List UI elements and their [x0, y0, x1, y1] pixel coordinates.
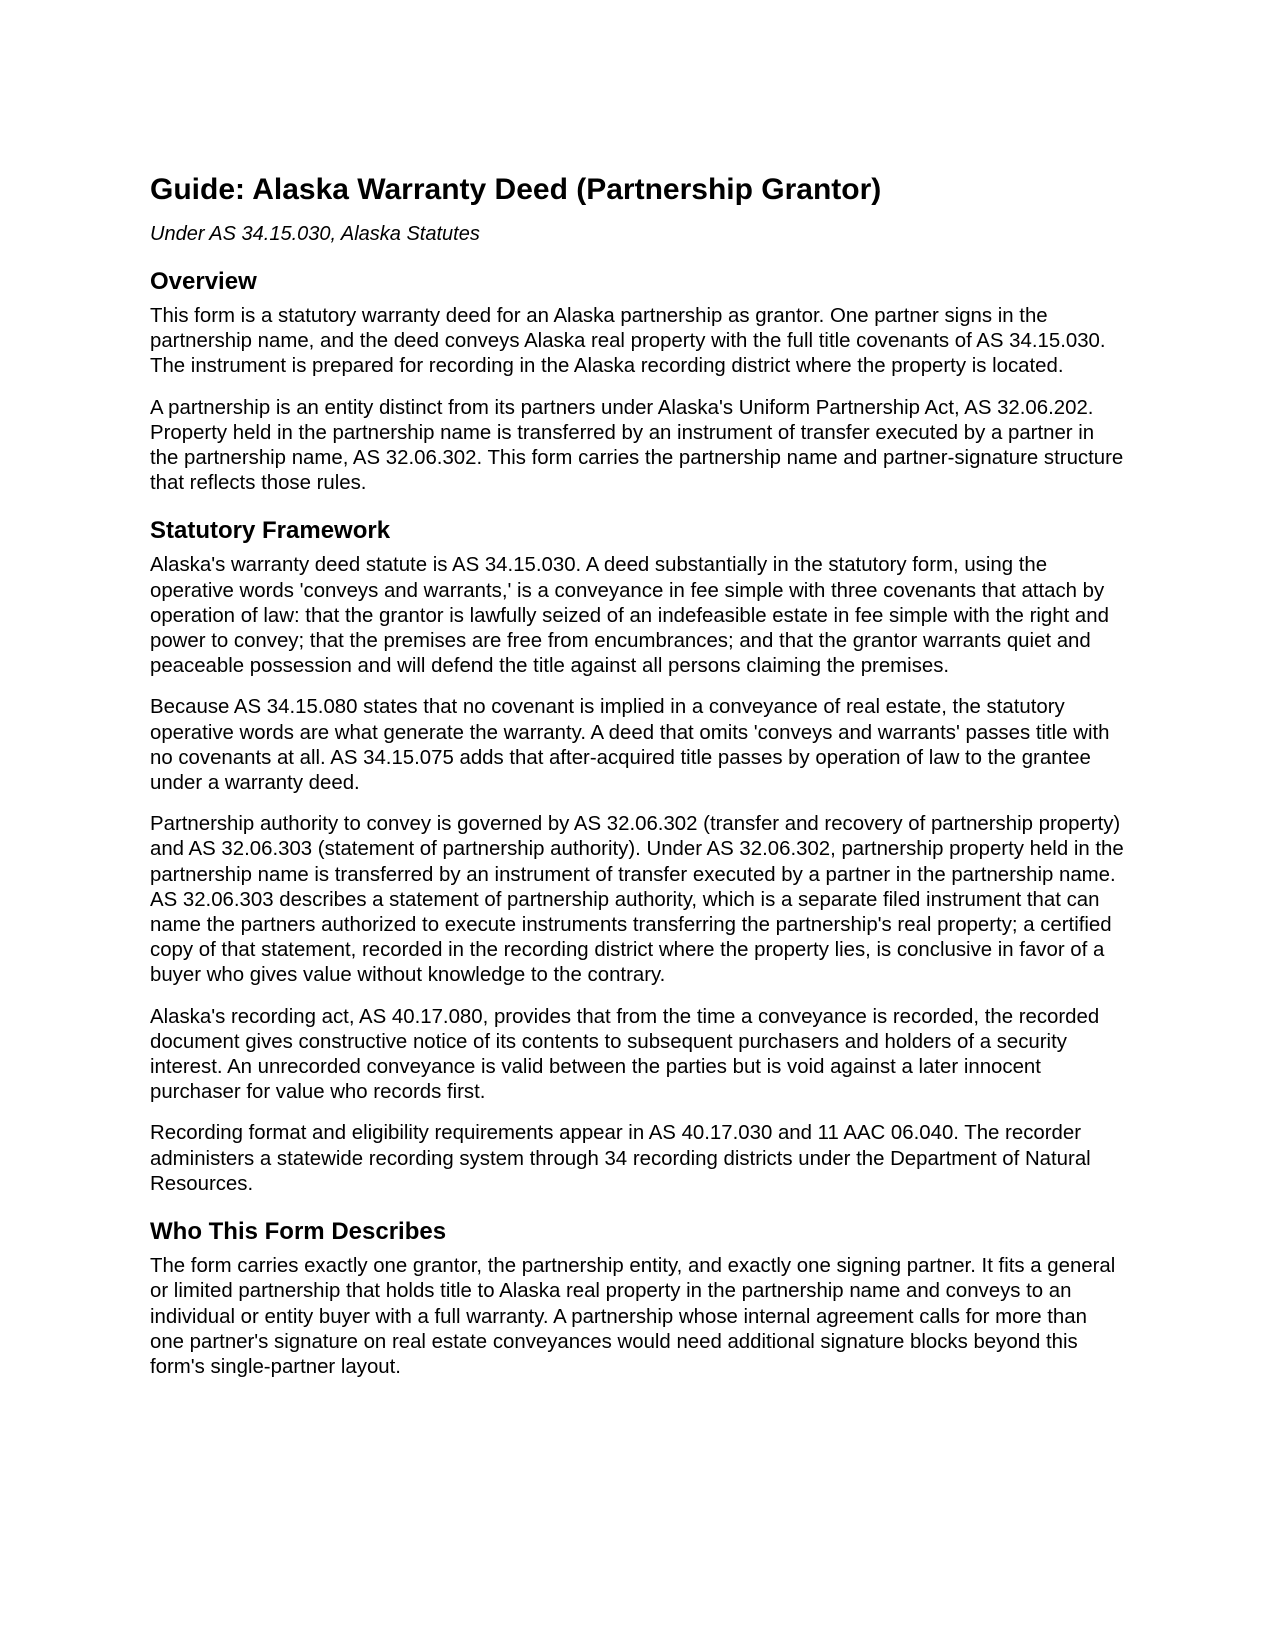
- paragraph: The form carries exactly one grantor, the partnership entity, and exactly one signing partner. It fits a general or limited partnership that holds title to Alaska real property in the partnership name and conveys to an individual or entity buyer with a full warranty. A partnership whose internal agreement calls for more than one partner's signature on real estate conveyances would need additional signature blocks beyond this form's single-partner layout.: [150, 1255, 1116, 1378]
- paragraph: Because AS 34.15.080 states that no covenant is implied in a conveyance of real estate, the statutory operative words are what generate the warranty. A deed that omits 'conveys and warrants' passes title with no covenants at all. AS 34.15.075 adds that after-acquired title passes by operation of law to the grantee under a warranty deed.: [150, 696, 1110, 795]
- paragraph: Partnership authority to convey is governed by AS 32.06.302 (transfer and recovery of partnership property) and AS 32.06.303 (statement of partnership authority). Under AS 32.06.302, partnership property held in the partnership name is transferred by an instrument of transfer executed by a partner in the partnership name. AS 32.06.303 describes a statement of partnership authority, which is a separate filed instrument that can name the partners authorized to execute instruments transferring the partnership's real property; a certified copy of that statement, recorded in the recording district where the property lies, is conclusive in favor of a buyer who gives value without knowledge to the contrary.: [150, 813, 1124, 987]
- document-page: [150, 172, 1125, 1396]
- section-who-this-form-describes: [150, 1218, 1125, 1380]
- document-subtitle: Under AS 34.15.030, Alaska Statutes: [150, 223, 480, 245]
- section-heading-statutory-framework: Statutory Framework: [150, 517, 391, 545]
- paragraph: Alaska's warranty deed statute is AS 34.15.030. A deed substantially in the statutory form, using the operative words 'conveys and warrants,' is a conveyance in fee simple with three covenants that attach by operation of law: that the grantor is lawfully seized of an indefeasible estate in fee simple with the right and power to convey; that the premises are free from encumbrances; and that the grantor warrants quiet and peaceable possession and will defend the title against all persons claiming the premises.: [150, 554, 1109, 678]
- section-statutory-framework: [150, 517, 1125, 1197]
- document-title: Guide: Alaska Warranty Deed (Partnership Grantor): [150, 173, 882, 206]
- paragraph: Alaska's recording act, AS 40.17.080, provides that from the time a conveyance is recorded, the recorded document gives constructive notice of its contents to subsequent purchasers and holders of a security interest. An unrecorded conveyance is valid between the parties but is void against a later innocent purchaser for value who records first.: [150, 1005, 1100, 1104]
- paragraph: A partnership is an entity distinct from its partners under Alaska's Uniform Partnership Act, AS 32.06.202. Property held in the partnership name is transferred by an instrument of transfer executed by a partner in the partnership name, AS 32.06.302. This form carries the partnership name and partner-signature structure that reflects those rules.: [150, 396, 1124, 495]
- section-heading-who-this-form-describes: Who This Form Describes: [150, 1218, 447, 1246]
- section-overview: [150, 268, 1125, 496]
- section-heading-overview: Overview: [150, 268, 257, 295]
- paragraph: This form is a statutory warranty deed for an Alaska partnership as grantor. One partner signs in the partnership name, and the deed conveys Alaska real property with the full title covenants of AS 34.15.030. The instrument is prepared for recording in the Alaska recording district where the property is located.: [150, 305, 1106, 378]
- paragraph: Recording format and eligibility requirements appear in AS 40.17.030 and 11 AAC 06.040. The recorder administers a statewide recording system through 34 recording districts under the Department of Natural Resources.: [150, 1122, 1091, 1195]
